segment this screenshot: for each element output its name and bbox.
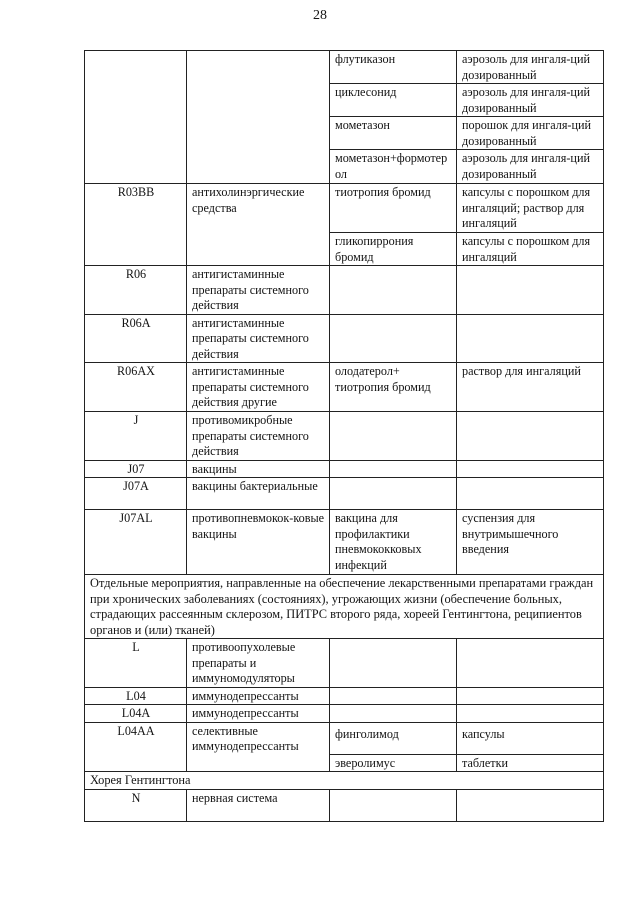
table-row (85, 412, 604, 461)
atc-code-cell: J07A (85, 478, 187, 510)
table-row (85, 722, 604, 754)
table-row (85, 363, 604, 412)
form-cell (457, 789, 604, 821)
form-cell: аэрозоль для ингаля-ций дозированный (457, 150, 604, 184)
atc-code-cell: L04 (85, 687, 187, 705)
table-row (85, 460, 604, 478)
drug-cell: циклесонид (330, 84, 457, 117)
atc-name-cell: антигистаминные препараты системного действия другие (187, 363, 330, 412)
atc-name-cell: противоопухолевые препараты и иммуномодуляторы (187, 639, 330, 688)
atc-code-cell: R06 (85, 266, 187, 315)
section-heading: Отдельные мероприятия, направленные на обеспечение лекарственными препаратами граждан при хронических заболеваниях (состояниях), угрожающих жизни (обеспечение больных, страдающих рассеянным склерозом, ПИТРС второго ряда, хореей Гентингтона, реципиентов органов и (или) тканей) (85, 575, 604, 639)
atc-code-cell: R06AX (85, 363, 187, 412)
drug-cell: флутиказон (330, 51, 457, 84)
drug-cell (330, 639, 457, 688)
atc-name-cell: нервная система (187, 789, 330, 821)
drug-cell (330, 266, 457, 315)
form-cell (457, 705, 604, 723)
table-row (85, 478, 604, 510)
form-cell (457, 460, 604, 478)
atc-name-cell: антихолинэргические средства (187, 184, 330, 266)
table-row (85, 705, 604, 723)
form-cell (457, 314, 604, 363)
drug-cell: вакцина для профилактики пневмококковых инфекций (330, 510, 457, 575)
drug-cell (330, 314, 457, 363)
form-cell: аэрозоль для ингаля-ций дозированный (457, 51, 604, 84)
form-cell: таблетки (457, 754, 604, 772)
table-row (85, 51, 604, 84)
atc-name-cell: иммунодепрессанты (187, 687, 330, 705)
atc-name-cell: иммунодепрессанты (187, 705, 330, 723)
table-row (85, 314, 604, 363)
table-row (85, 510, 604, 575)
drug-cell (330, 705, 457, 723)
drug-cell (330, 478, 457, 510)
atc-name-cell: антигистаминные препараты системного действия (187, 314, 330, 363)
form-cell: аэрозоль для ингаля-ций дозированный (457, 84, 604, 117)
atc-code-cell: L04AA (85, 722, 187, 772)
form-cell (457, 266, 604, 315)
table-row (85, 789, 604, 821)
section-row (85, 772, 604, 790)
page-number: 28 (313, 8, 327, 23)
drug-cell (330, 789, 457, 821)
atc-name-cell: противомикробные препараты системного действия (187, 412, 330, 461)
drug-cell: эверолимус (330, 754, 457, 772)
section-heading: Хорея Гентингтона (85, 772, 604, 790)
atc-code-cell: R03BB (85, 184, 187, 266)
table-row (85, 687, 604, 705)
atc-name-cell: селективные иммунодепрессанты (187, 722, 330, 772)
atc-name-cell (187, 51, 330, 184)
form-cell (457, 412, 604, 461)
atc-code-cell: J07AL (85, 510, 187, 575)
atc-name-cell: вакцины бактериальные (187, 478, 330, 510)
drug-cell (330, 412, 457, 461)
atc-code-cell: J07 (85, 460, 187, 478)
drug-cell (330, 687, 457, 705)
atc-name-cell: вакцины (187, 460, 330, 478)
drug-cell: мометазон (330, 117, 457, 150)
atc-code-cell: N (85, 789, 187, 821)
table-row (85, 184, 604, 233)
drug-cell: мометазон+формотерол (330, 150, 457, 184)
drug-cell (330, 460, 457, 478)
table-row (85, 266, 604, 315)
form-cell: капсулы с порошком для ингаляций; раствор для ингаляций (457, 184, 604, 233)
atc-code-cell: R06A (85, 314, 187, 363)
drug-table (84, 50, 604, 822)
section-row (85, 575, 604, 639)
drug-cell: гликопиррония бромид (330, 233, 457, 266)
atc-code-cell: L (85, 639, 187, 688)
atc-name-cell: антигистаминные препараты системного действия (187, 266, 330, 315)
form-cell: раствор для ингаляций (457, 363, 604, 412)
atc-code-cell (85, 51, 187, 184)
drug-cell: олодатерол+ тиотропия бромид (330, 363, 457, 412)
form-cell (457, 639, 604, 688)
drug-cell: финголимод (330, 722, 457, 754)
form-cell: суспензия для внутримышечного введения (457, 510, 604, 575)
form-cell (457, 687, 604, 705)
atc-name-cell: противопневмокок-ковые вакцины (187, 510, 330, 575)
table-row (85, 639, 604, 688)
form-cell: капсулы (457, 722, 604, 754)
form-cell (457, 478, 604, 510)
atc-code-cell: L04A (85, 705, 187, 723)
atc-code-cell: J (85, 412, 187, 461)
drug-cell: тиотропия бромид (330, 184, 457, 233)
form-cell: капсулы с порошком для ингаляций (457, 233, 604, 266)
form-cell: порошок для ингаля-ций дозированный (457, 117, 604, 150)
